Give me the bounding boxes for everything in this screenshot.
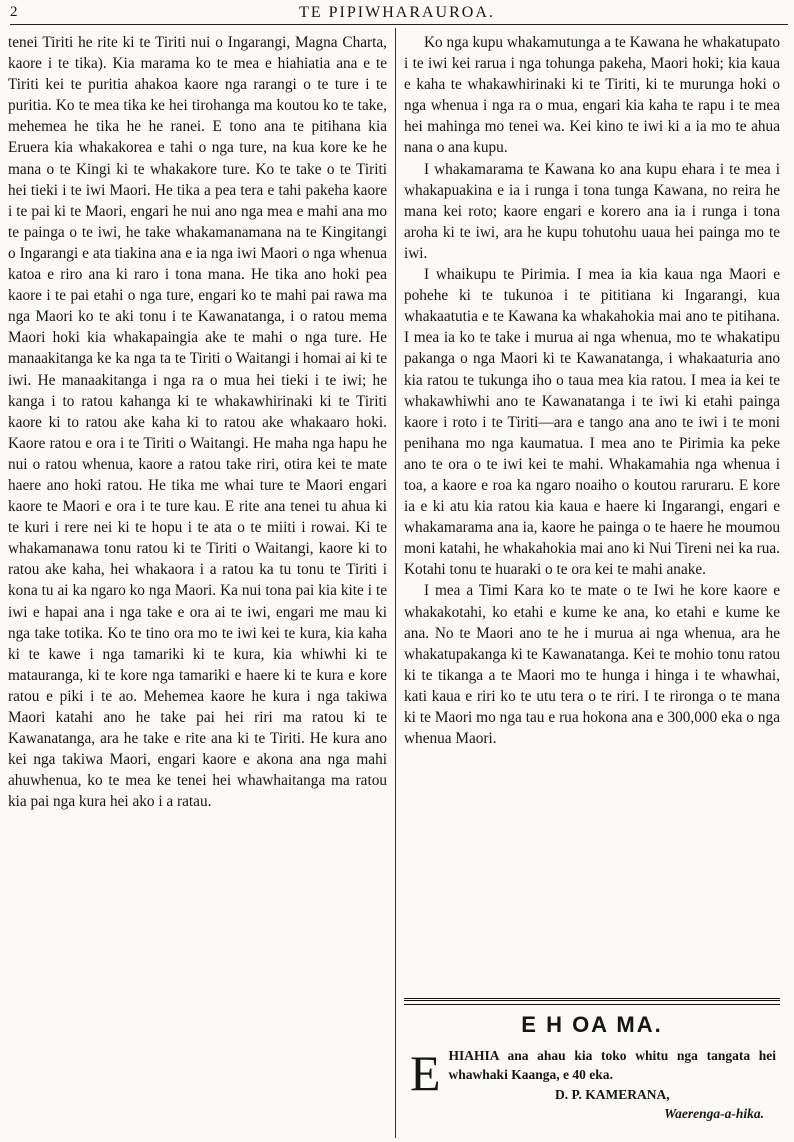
right-paragraph-1: Ko nga kupu whakamutunga a te Kawana he whakatupato i te iwi kei rarua i nga tohunga pakeha, Maori hoki; kia kaua e kaha te whakawhirinaki ki te Tiriti, ki te murunga hoki o nga whenua i nga ra o mua, engari kia kaha te rapu i te mea hei mahinga mo tenei wa. Kei kino te iwi ki a ia mo te ahua nana o ana kupu.: [404, 34, 780, 157]
left-paragraph-1: tenei Tiriti he rite ki te Tiriti nui o Ingarangi, Magna Charta, kaore i te tika). Kia marama ko te mea e hiahiatia ana e te Tiriti kei te puritia ahakoa kaore nga rarangi o te ture i te puritia. Ko te mea tika ke hei tirohanga ma koutou ko te take, mehemea he tika he he ranei. E tono ana te pitihana kia Eruera kia whakakorea e tahi o nga ture, na kua kore ke he mana o te Kingi ki te whakakore ture. Ko te take o te Tiriti hei tieki i te iwi Maori. He tika a pea tera e tahi pakeha kaore i te pai ki te Maori, engari he nui ano nga mea e mahi ana mo te painga o te iwi, he take whakamanamana na te Kingitangi o Ingarangi e ata tiakina ana e ia nga iwi Maori o nga whenua katoa e riro ana ki raro i tona mana. He tika ano hoki pea kaore i te pai etahi o nga ture, engari ko te mahi pai rawa ma nga Maori ko te aki tonu i te Kawanatanga, i o ratou mema Maori hoki kia whakapaingia ake te mahi o nga ture. He manaakitanga ke ka nga ta te Tiriti o Waitangi i homai ai ki te iwi. He manaakitanga i nga ra o mua hei tieki i te iwi; he kanga i to ratou kahanga ki te whakawhirinaki ki te Tiriti kaore ki to ratou ake kaha ki to ratou ake whakaaro hoki. Kaore ratou e ora i te Tiriti o Waitangi. He maha nga hapu he nui o ratou whenua, kaore a ratou take riri, otira kei te mate haere ano hoki ratou. He tika me whai ture te Maori engari kaore te Maori e ora i te ture kau. E rite ana tenei tu ahua ki te kuri i rere nei ki te hopu i te ata o te miiti i rowai. Ki te whakamanawa tonu ratou ki te Tiriti o Waitangi, kaore ki to ratou ake kaha, hei whakaora i a ratou ka tu tonu te Tiriti i kona tu ai ka ngaro ko nga Maori. Ka nui tona pai kia kite i te iwi e hapai ana i nga take e ora ai te iwi, engari me mau ki nga take totika. Ko te tino ora mo te iwi kei te kura, kia kaha ki te kawe i nga tamariki ki te kura, kia whiwhi ki te matauranga, ki te kore nga tamariki e haere ki te kura e kore ratou e piki i te ao. Mehemea kaore he kura i nga takiwa Maori katahi ano he take pai hei riri ma ratou ki te Kawanatanga, ara he take e rite ana ki te Tiriti. He kura ano kei nga takiwa Maori, engari kaore e akona ana nga mahi ahuwhenua, ko te mea ke tenei hei whawhaitanga ma ratou kia pai nga kura hei ako i a ratau.: [8, 34, 387, 811]
page-number: 2: [10, 4, 18, 20]
left-column: [8, 32, 387, 812]
advertisement-text: HIAHIA ana ahau kia toko whitu nga tangata hei whawhaki Kaanga, e 40 eka.: [448, 1048, 776, 1082]
advertisement-body: [410, 1046, 776, 1123]
advertisement-heading: E H OA MA.: [521, 1012, 663, 1037]
advertisement-signature: D. P. KAMERANA,: [554, 1087, 670, 1102]
right-paragraph-3: I whaikupu te Pirimia. I mea ia kia kaua nga Maori e pohehe ki te tukunoa i te pititiana ki Ingarangi, kua whakaatutia e te Kawana ka whakahokia mai ano te pitihana. I mea ia ko te take i murua ai nga whenua, mo te whakatipu pakanga o nga Maori ki te Kawanatanga, i whakaaturia ano kia ratou te tukunga iho o taua mea kia ratou. I mea ia kei te whakawhiwhi ano te Kawanatanga i te iwi ki etahi painga kaore i roto i te Tiriti—ara e tango ana ano te iwi i te moni penihana mo nga kaumatua. I mea ano te Pirimia ka peke ano te ora o te iwi kei te mahi. Whakamahia nga whenua i toa, a kaore e roa ka ngaro noaiho o koutou raruraru. E kore ia e ki atu kia ratou kia kaua e haere ki Ingarangi, engari e whakamarama ana ia, kaore he painga o te haere he moumou moni katahi, he whakahokia mai ano ki Nui Tireni nei ka rua. Kotahi tonu te huaraki o te ora kei te mahi anake.: [404, 266, 780, 579]
right-paragraph-2: I whakamarama te Kawana ko ana kupu ehara i te mea i whakapuakina e ia i runga i tona tunga Kawana, no reira he mana kei roto; kaore engari e korero ana ia i runga i tona aroha ki te iwi, ara he kupu tohutohu uaua hei painga mo te iwi.: [404, 160, 780, 262]
right-column: [404, 32, 780, 749]
page-header: [10, 2, 784, 24]
header-rule: [10, 24, 788, 25]
advertisement-place: Waerenga-a-hika.: [664, 1106, 764, 1121]
right-paragraph-4: I mea a Timi Kara ko te mate o te Iwi he kore kaore e whakakotahi, ko etahi e kume ke ana, ko etahi e kume ke ana. No te Maori ano te he i murua ai nga whenua, ara he whakatupakanga ki te Kawanatanga. Kei te mohio tonu ratou ki te tikanga a te Maori mo te hunga i hinga i te whawhai, kati kaua e riri ko te utu tera o te riri. I te rironga o te mana ki te Maori mo nga tau e rua hokona ana e 300,000 eka o nga whenua Maori.: [404, 582, 780, 748]
advertisement-rule: [404, 998, 780, 1005]
column-divider: [395, 28, 396, 1138]
newspaper-title: TE PIPIWHARAUROA.: [299, 4, 495, 21]
advertisement-drop-cap: E: [410, 1045, 441, 1101]
